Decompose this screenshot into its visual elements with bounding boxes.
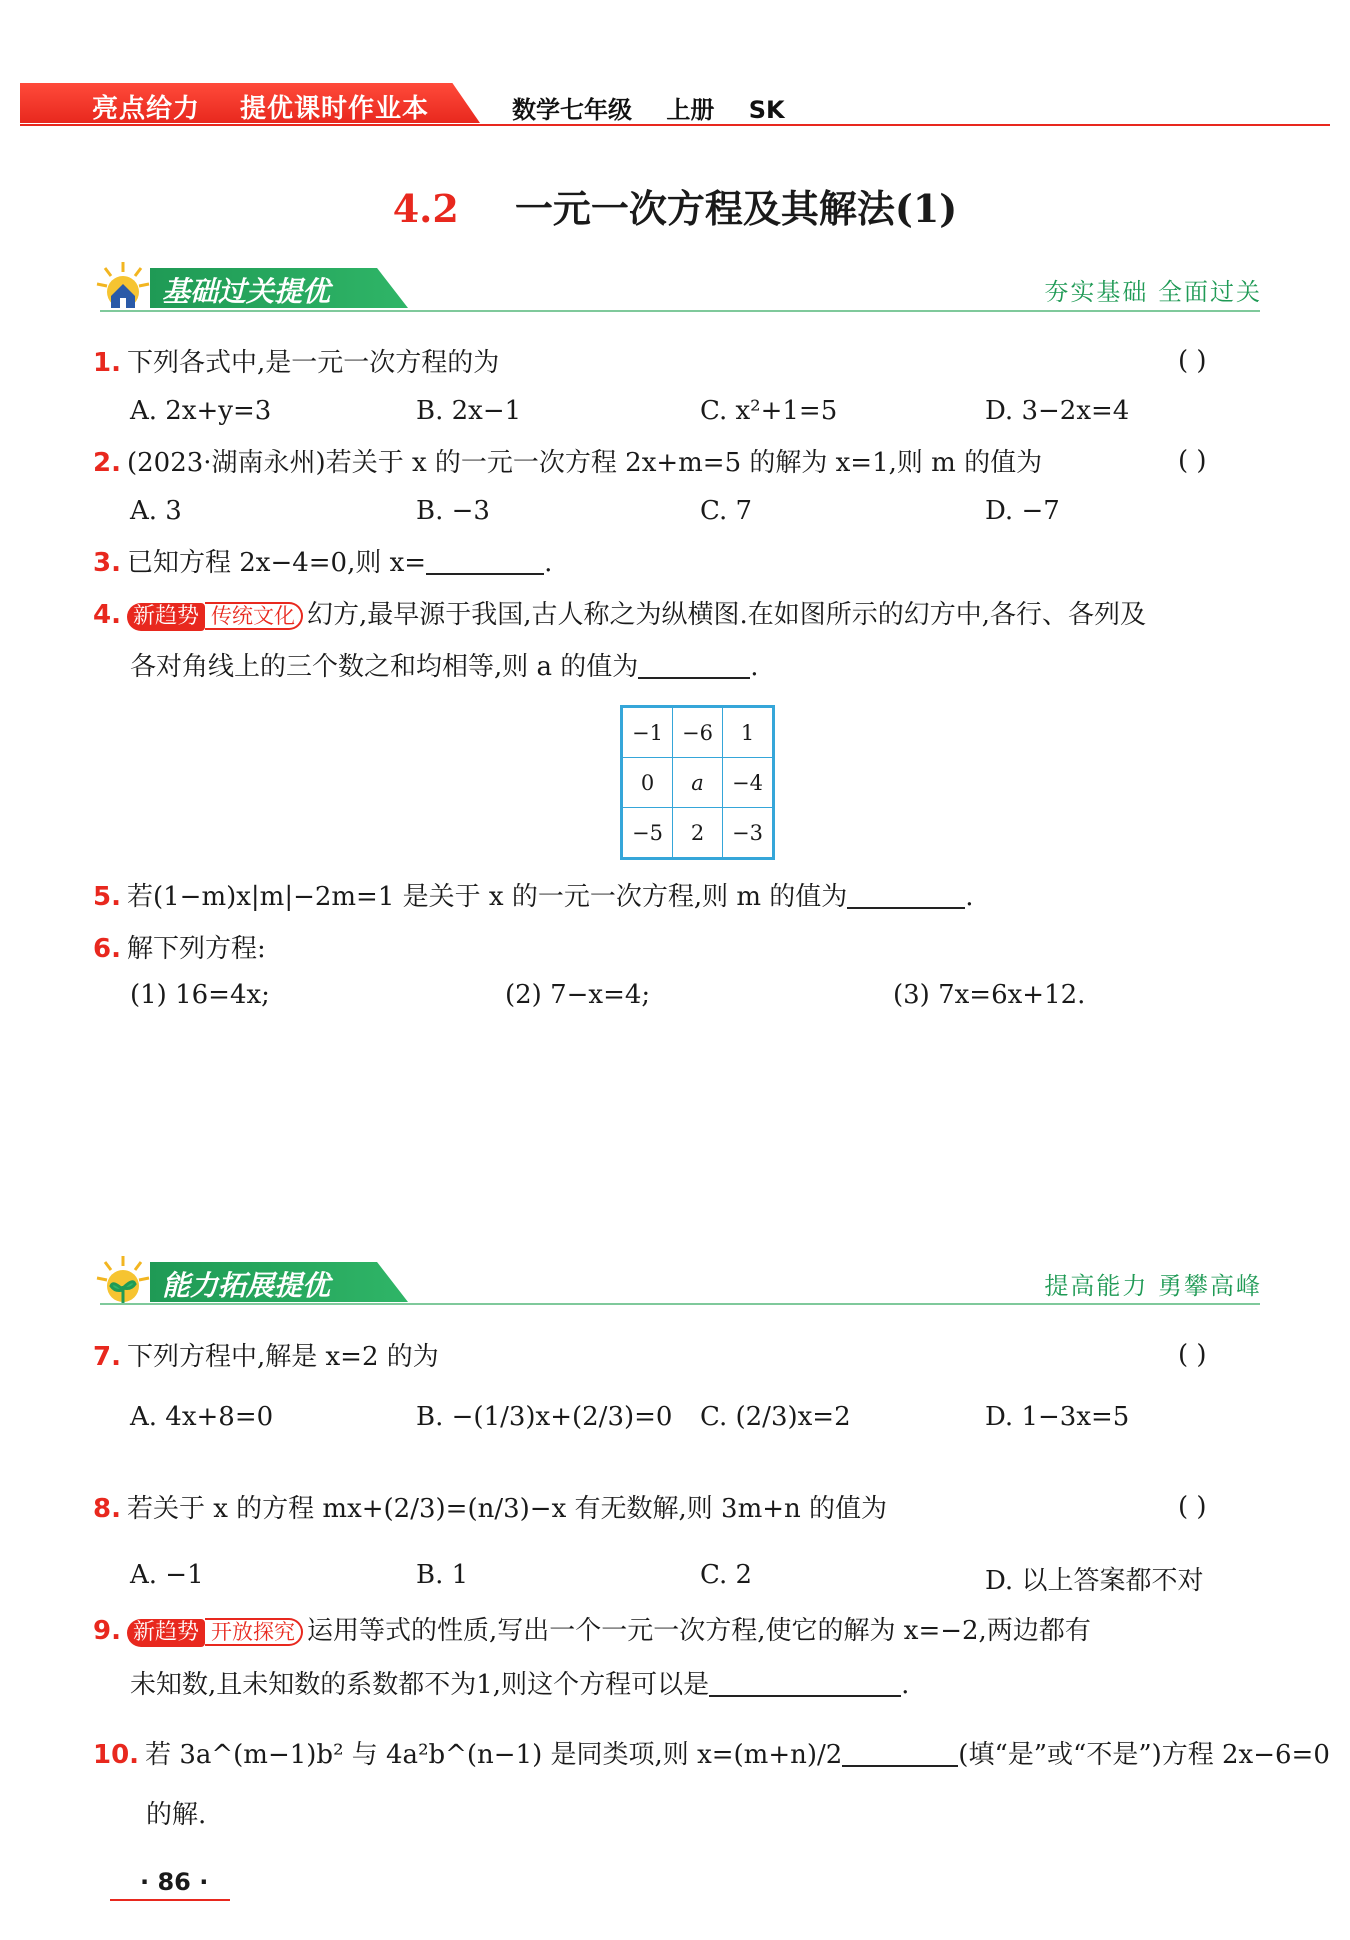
answer-bracket: ( )	[1178, 346, 1207, 376]
question-number: 4.	[93, 600, 121, 630]
answer-bracket: ( )	[1178, 446, 1207, 476]
question-text: 下列方程中,解是 x=2 的为	[126, 1342, 439, 1372]
question-2	[93, 446, 1042, 480]
question-7	[93, 1340, 439, 1374]
option-a: A. 2x+y=3	[130, 396, 272, 426]
question-number: 7.	[93, 1342, 121, 1372]
question-text: 若关于 x 的方程 mx+(2/3)=(n/3)−x 有无数解,则 3m+n 的值为	[126, 1494, 888, 1524]
answer-blank[interactable]	[426, 547, 544, 575]
option-b: B. −(1/3)x+(2/3)=0	[416, 1402, 673, 1432]
question-6	[93, 932, 266, 966]
option-a: A. 4x+8=0	[130, 1402, 274, 1432]
brand-name: 亮点给力	[92, 94, 201, 124]
edition: SK	[748, 96, 785, 124]
question-4	[93, 598, 1146, 632]
option-b: B. −3	[416, 496, 490, 526]
question-number: 2.	[93, 448, 121, 478]
question-text: 若(1−m)x|m|−2m=1 是关于 x 的一元一次方程,则 m 的值为	[126, 882, 848, 912]
question-8	[93, 1492, 887, 1526]
grid-cell: 2	[673, 808, 723, 859]
answer-blank[interactable]	[709, 1669, 901, 1697]
section2-label: 能力拓展提优	[162, 1269, 331, 1302]
grid-cell: a	[673, 758, 723, 808]
answer-bracket: ( )	[1178, 1492, 1207, 1522]
answer-bracket: ( )	[1178, 1340, 1207, 1370]
question-number: 10.	[93, 1740, 140, 1770]
subject: 数学七年级	[512, 96, 632, 124]
sub-problem-3: (3) 7x=6x+12.	[893, 980, 1086, 1010]
question-5: 5. 若(1−m)x|m|−2m=1 是关于 x 的一元一次方程,则 m 的值为 .	[93, 882, 974, 912]
option-d: D. 以上答案都不对	[985, 1566, 1204, 1596]
question-text: (填“是”或“不是”)方程 2x−6=0	[958, 1740, 1330, 1770]
sun-plant-icon	[95, 1252, 155, 1310]
grid-cell: 1	[723, 707, 774, 758]
lesson-number: 4.2	[392, 186, 459, 231]
option-c: C. x²+1=5	[700, 396, 838, 426]
lesson-title	[0, 178, 1350, 233]
question-10	[93, 1738, 1330, 1772]
page-number: · 86 ·	[140, 1868, 209, 1896]
option-b: B. 1	[416, 1560, 469, 1590]
question-text: (2023·湖南永州)若关于 x 的一元一次方程 2x+m=5 的解为 x=1,则 m 的值为	[126, 448, 1043, 478]
question-text: 解下列方程:	[126, 934, 266, 964]
question-9	[93, 1614, 1091, 1648]
question-3: 3. 已知方程 2x−4=0,则 x= .	[93, 548, 553, 578]
answer-blank[interactable]	[847, 881, 965, 909]
section1-slogan: 夯实基础 全面过关	[1044, 278, 1262, 306]
option-d: D. 3−2x=4	[985, 396, 1130, 426]
answer-blank[interactable]	[638, 651, 750, 679]
question-text: 各对角线上的三个数之和均相等,则 a 的值为	[130, 652, 639, 682]
question-text: 的解.	[146, 1800, 207, 1830]
answer-blank[interactable]	[842, 1739, 958, 1767]
grid-cell: −4	[723, 758, 774, 808]
new-trend-tag: 新趋势	[127, 1619, 205, 1647]
option-d: D. −7	[985, 496, 1060, 526]
section1-label: 基础过关提优	[162, 275, 331, 308]
section1-rule	[100, 310, 1260, 312]
option-b: B. 2x−1	[416, 396, 522, 426]
page-number-rule	[110, 1899, 230, 1901]
option-c: C. 7	[700, 496, 753, 526]
question-text: 下列各式中,是一元一次方程的为	[126, 348, 500, 378]
magic-square	[620, 705, 775, 860]
grid-cell: −5	[622, 808, 673, 859]
explore-tag: 开放探究	[205, 1618, 303, 1646]
sun-house-icon	[95, 258, 155, 316]
grid-cell: 0	[622, 758, 673, 808]
option-a: A. −1	[130, 1560, 204, 1590]
grid-cell: −3	[723, 808, 774, 859]
grid-cell: −1	[622, 707, 673, 758]
sub-problem-1: (1) 16=4x;	[130, 980, 270, 1010]
question-9-cont: 未知数,且未知数的系数都不为1,则这个方程可以是 .	[130, 1670, 910, 1700]
question-text: 运用等式的性质,写出一个一元一次方程,使它的解为 x=−2,两边都有	[306, 1616, 1091, 1646]
question-number: 3.	[93, 548, 121, 578]
question-number: 5.	[93, 882, 121, 912]
question-1	[93, 346, 499, 380]
question-10-cont	[146, 1798, 206, 1832]
option-c: C. 2	[700, 1560, 753, 1590]
new-trend-tag: 新趋势	[127, 603, 205, 631]
book-info	[512, 90, 811, 125]
question-number: 9.	[93, 1616, 121, 1646]
section2-rule	[100, 1303, 1260, 1305]
culture-tag: 传统文化	[205, 602, 303, 630]
option-d: D. 1−3x=5	[985, 1402, 1130, 1432]
sub-problem-2: (2) 7−x=4;	[505, 980, 651, 1010]
question-text: 未知数,且未知数的系数都不为1,则这个方程可以是	[130, 1670, 710, 1700]
grid-cell: −6	[673, 707, 723, 758]
question-number: 1.	[93, 348, 121, 378]
option-c: C. (2/3)x=2	[700, 1402, 851, 1432]
question-4-cont: 各对角线上的三个数之和均相等,则 a 的值为 .	[130, 652, 759, 682]
option-a: A. 3	[130, 496, 182, 526]
section2-slogan: 提高能力 勇攀高峰	[1044, 1272, 1262, 1300]
question-text: 已知方程 2x−4=0,则 x=	[126, 548, 427, 578]
lesson-title-text: 一元一次方程及其解法(1)	[514, 186, 958, 231]
question-number: 8.	[93, 1494, 121, 1524]
question-text: 若 3a^(m−1)b² 与 4a²b^(n−1) 是同类项,则 x=(m+n)/2	[145, 1740, 843, 1770]
book-name: 提优课时作业本	[240, 94, 430, 124]
question-text: 幻方,最早源于我国,古人称之为纵横图.在如图所示的幻方中,各行、各列及	[306, 600, 1147, 630]
question-number: 6.	[93, 934, 121, 964]
volume: 上册	[666, 96, 715, 124]
